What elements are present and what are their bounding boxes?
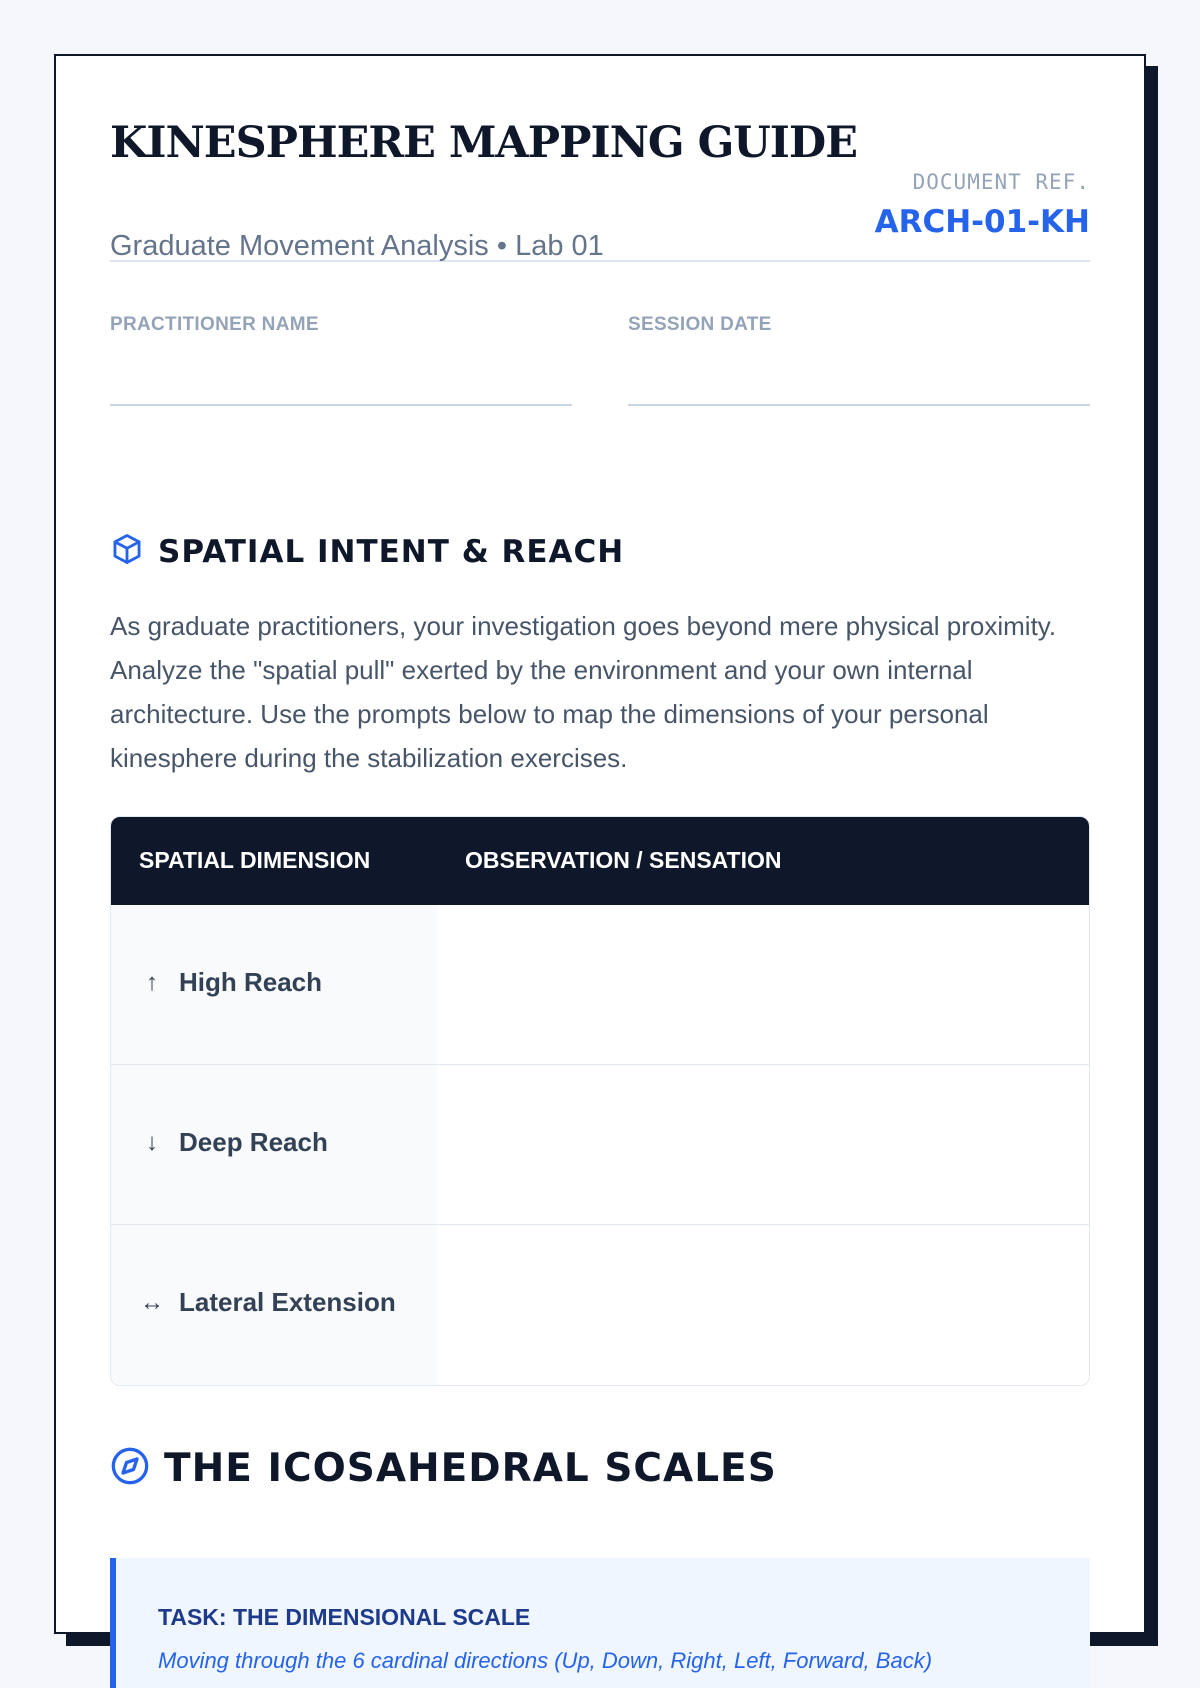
dimension-cell [111, 905, 437, 1064]
session-date-label: SESSION DATE [628, 314, 772, 335]
dimension-label-text: Deep Reach [179, 1127, 328, 1157]
arrow-down-icon: ↓ [146, 1128, 158, 1156]
task-title: TASK: THE DIMENSIONAL SCALE [158, 1604, 531, 1630]
observation-cell-high-reach[interactable] [437, 905, 1090, 1064]
arrow-up-icon: ↑ [146, 968, 158, 996]
dimension-label-deep-reach [139, 1127, 328, 1158]
section-intro-text: As graduate practitioners, your investigation goes beyond mere physical proximity. Analyze the "spatial pull" exerted by the environment and your own internal architecture. Use the prompts below to map the dimensions of your personal kinesphere during the stabilization exercises. [110, 611, 1057, 773]
task-text: Moving through the 6 cardinal directions (Up, Down, Right, Left, Forward, Back) [158, 1648, 933, 1673]
section-heading-spatial-intent [110, 532, 624, 571]
worksheet-page [54, 54, 1146, 1673]
table-row [111, 905, 1090, 1065]
table-row [111, 1065, 1090, 1225]
practitioner-name-field[interactable] [110, 314, 572, 406]
table-row [111, 1225, 1090, 1385]
section-heading-icosahedral-scales [110, 1446, 777, 1491]
dimension-label-text: Lateral Extension [179, 1287, 396, 1317]
arrow-left-right-icon: ↔ [140, 1288, 164, 1316]
task-callout [110, 1558, 1090, 1688]
compass-icon [110, 1446, 150, 1491]
session-date-field[interactable] [628, 314, 1090, 406]
table-header-row [111, 817, 1090, 905]
document-ref-label: DOCUMENT REF. [912, 170, 1090, 194]
cube-icon [110, 532, 144, 571]
section-title: THE ICOSAHEDRAL SCALES [164, 1446, 777, 1491]
dimension-label-high-reach [139, 967, 322, 998]
section-title: SPATIAL INTENT & REACH [158, 533, 625, 570]
form-fields [110, 314, 1090, 404]
spatial-dimension-table [110, 816, 1090, 1386]
observation-cell-lateral-extension[interactable] [437, 1225, 1090, 1385]
observation-cell-deep-reach[interactable] [437, 1065, 1090, 1224]
practitioner-name-label: PRACTITIONER NAME [110, 314, 319, 335]
page-title: KINESPHERE MAPPING GUIDE [110, 118, 857, 168]
column-header-dimension: SPATIAL DIMENSION [139, 847, 371, 873]
dimension-cell [111, 1065, 437, 1224]
document-header [110, 112, 1090, 262]
dimension-label-text: High Reach [179, 967, 323, 997]
dimension-cell [111, 1225, 437, 1385]
dimension-label-lateral-extension [139, 1287, 396, 1318]
column-header-observation: OBSERVATION / SENSATION [465, 847, 782, 873]
page-subtitle: Graduate Movement Analysis • Lab 01 [110, 230, 604, 262]
document-ref-code: ARCH-01-KH [874, 204, 1090, 240]
